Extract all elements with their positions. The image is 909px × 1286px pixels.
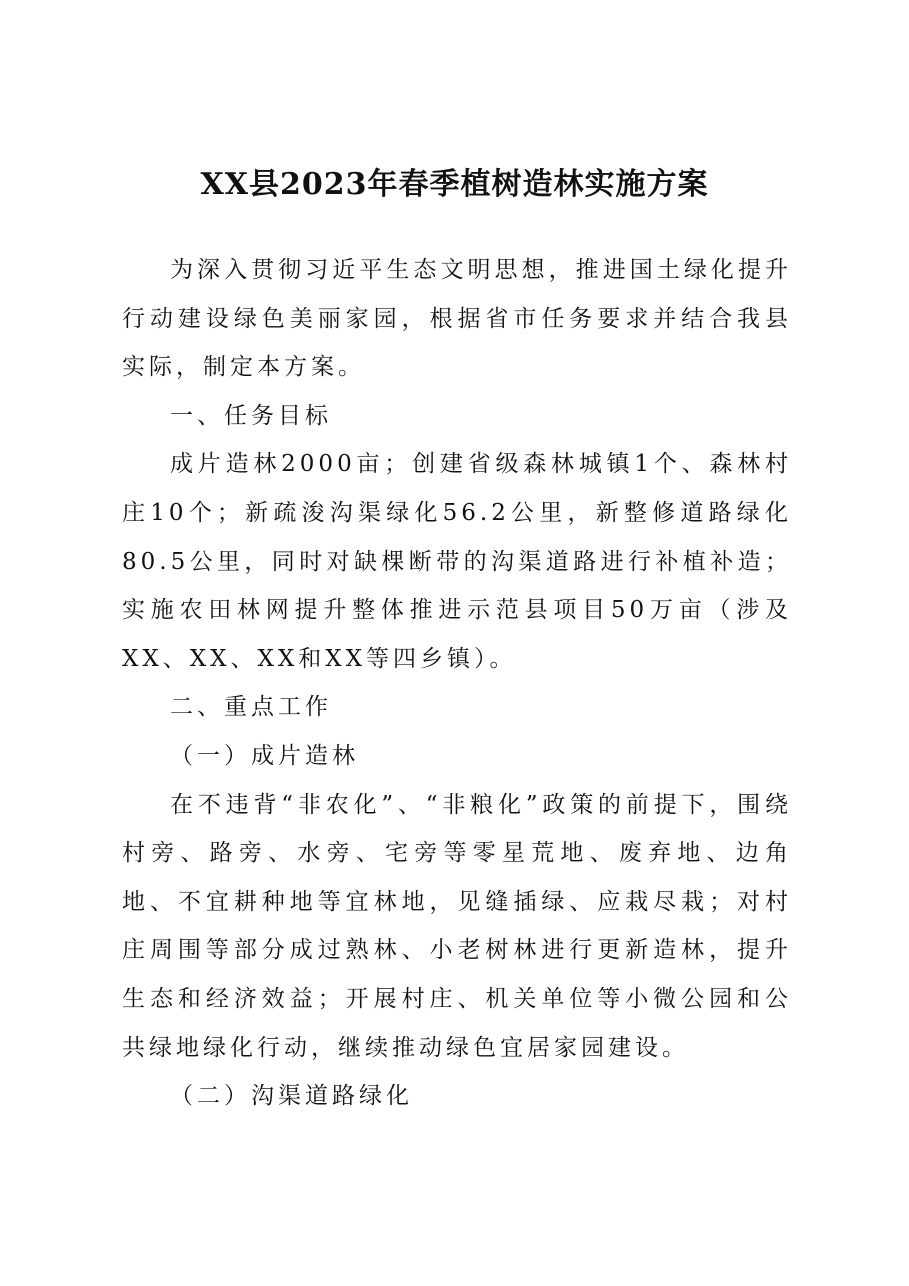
document-body xyxy=(122,246,792,1121)
subsection-heading-canal-road: （二）沟渠道路绿化 xyxy=(170,1083,413,1110)
subsection-heading-afforestation: （一）成片造林 xyxy=(170,742,359,769)
afforestation-paragraph: 在不违背“非农化”、“非粮化”政策的前提下，围绕村旁、路旁、水旁、宅旁等零星荒地、废弃地、边角地、不宜耕种地等宜林地，见缝插绿、应栽尽栽；对村庄周围等部分成过熟林、小老树林进行更新造林，提升生态和经济效益；开展村庄、机关单位等小微公园和公共绿地绿化行动，继续推动绿色宜居家园建设。 xyxy=(122,791,792,1061)
intro-paragraph: 为深入贯彻习近平生态文明思想，推进国土绿化提升行动建设绿色美丽家园，根据省市任务要求并结合我县实际，制定本方案。 xyxy=(122,257,792,381)
section-heading-key-work: 二、重点工作 xyxy=(170,694,332,721)
document-title: XX县2023年春季植树造林实施方案 xyxy=(200,167,709,202)
goals-paragraph: 成片造林2000亩；创建省级森林城镇1个、森林村庄10个；新疏浚沟渠绿化56.2公里，新整修道路绿化80.5公里，同时对缺棵断带的沟渠道路进行补植补造；实施农田林网提升整体推进示范县项目50万亩（涉及XX、XX、XX和XX等四乡镇）。 xyxy=(122,451,792,672)
section-heading-goals: 一、任务目标 xyxy=(170,402,332,429)
